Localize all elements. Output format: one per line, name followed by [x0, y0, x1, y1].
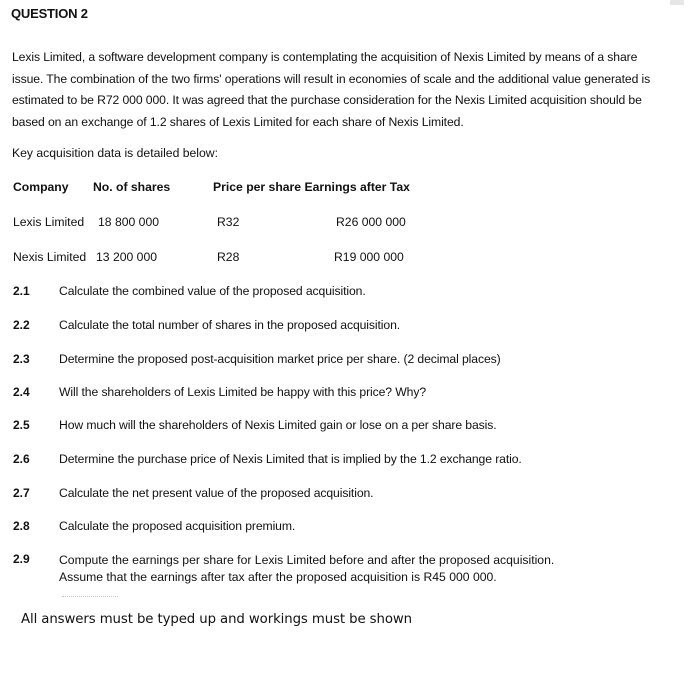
question-text: How much will the shareholders of Nexis Limited gain or lose on a per share basis.: [59, 418, 497, 432]
question-number: 2.5: [13, 418, 30, 432]
row-lexis-company: Lexis Limited: [13, 215, 85, 229]
row-nexis-company: Nexis Limited: [13, 250, 87, 264]
question-text: Will the shareholders of Lexis Limited be happy with this price? Why?: [59, 385, 427, 399]
question-number: 2.2: [13, 318, 30, 332]
paragraph-line: issue. The combination of the two firms' operations will result in economies of scale and the additional value generated is: [12, 71, 651, 86]
question-number: 2.7: [13, 486, 30, 500]
footer-instruction: All answers must be typed up and workings must be shown: [21, 612, 412, 627]
question-number: 2.9: [13, 552, 30, 566]
question-text: Calculate the net present value of the proposed acquisition.: [59, 486, 374, 500]
question-number: 2.4: [13, 385, 30, 399]
question-number: 2.8: [13, 519, 30, 533]
question-text: Determine the purchase price of Nexis Limited that is implied by the 1.2 exchange ratio.: [59, 452, 522, 466]
paragraph-line: estimated to be R72 000 000. It was agreed that the purchase consideration for the Nexis Limited acquisition should be: [12, 93, 642, 107]
header-company: Company: [13, 180, 69, 194]
question-number: 2.3: [13, 352, 30, 366]
question-text: Calculate the proposed acquisition premium.: [59, 519, 296, 533]
row-nexis-price: R28: [217, 250, 240, 264]
scrollbar-edge: [670, 0, 684, 5]
question-text: Calculate the total number of shares in the proposed acquisition.: [59, 318, 401, 332]
question-text-line-2: Assume that the earnings after tax after the proposed acquisition is R45 000 000.: [59, 570, 497, 584]
row-lexis-price: R32: [217, 215, 240, 229]
paragraph-line: based on an exchange of 1.2 shares of Lexis Limited for each share of Nexis Limited.: [12, 114, 464, 129]
question-number: 2.6: [13, 452, 30, 466]
question-number: 2.1: [13, 284, 30, 298]
row-nexis-eat: R19 000 000: [334, 250, 404, 264]
intro-paragraph: [12, 47, 662, 133]
question-text-line-1: Compute the earnings per share for Lexis Limited before and after the proposed acquisition.: [59, 553, 555, 567]
paragraph-line: Lexis Limited, a software development company is contemplating the acquisition of Nexis Limited by means of a share: [12, 50, 638, 64]
scan-artifact: [62, 596, 118, 599]
row-nexis-shares: 13 200 000: [96, 250, 157, 264]
header-shares: No. of shares: [93, 180, 171, 194]
question-text-multiline: [59, 552, 554, 586]
header-price-eat: Price per share Earnings after Tax: [213, 180, 410, 194]
question-heading: QUESTION 2: [11, 6, 88, 21]
row-lexis-eat: R26 000 000: [336, 215, 406, 229]
question-text: Determine the proposed post-acquisition market price per share. (2 decimal places): [59, 352, 501, 366]
row-lexis-shares: 18 800 000: [98, 215, 159, 229]
question-text: Calculate the combined value of the proposed acquisition.: [59, 284, 366, 298]
key-data-intro: Key acquisition data is detailed below:: [12, 146, 218, 160]
